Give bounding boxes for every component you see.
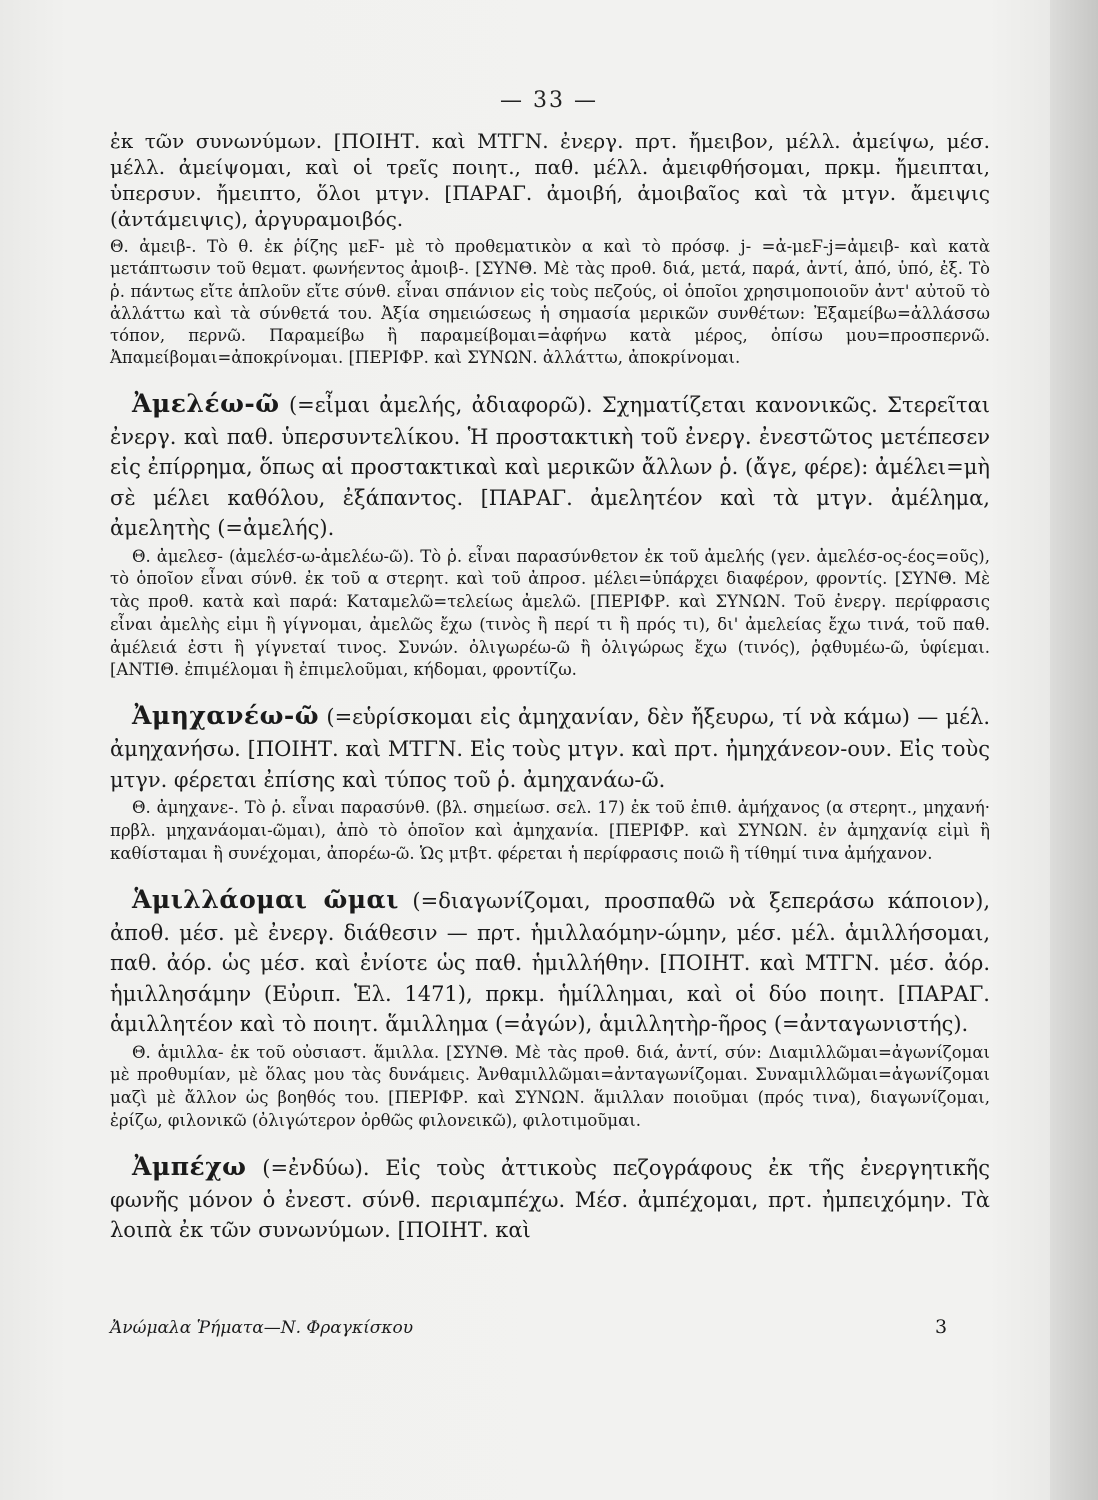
- footer-book-title: Ἀνώμαλα Ῥήματα—Ν. Φραγκίσκου: [110, 1318, 414, 1338]
- entry-headword: Ἀμηχανέω-ῶ: [132, 701, 320, 731]
- page-body: [110, 128, 990, 1246]
- entry-etymology: Θ. ἁμιλλα- ἐκ τοῦ οὐσιαστ. ἅμιλλα. [ΣΥΝΘ. Μὲ τὰς προθ. διά, ἀντί, σύν: Διαμιλλῶμαι=ἀγωνίζομαι μὲ προθυμίαν, μὲ ὅλας μου τὰς δυνάμεις. Ἀνθαμιλλῶμαι=ἀνταγωνίζομαι. Συναμιλλῶμαι=ἀγωνίζομαι μαζὶ μὲ ἄλλον ὡς βοηθός του. [ΠΕΡΙΦΡ. καὶ ΣΥΝΩΝ. ἅμιλλαν ποιοῦμαι (πρός τινα), διαγωνίζομαι, ἐρίζω, φιλονικῶ (ὀλιγώτερον ὀρθῶς φιλονεικῶ), φιλοτιμοῦμαι.: [110, 1042, 990, 1130]
- entry-etymology: Θ. ἀμελεσ- (ἀμελέσ-ω-ἀμελέω-ῶ). Τὸ ῥ. εἶναι παρασύνθετον ἐκ τοῦ ἀμελής (γεν. ἀμελέσ-ος-έος=οῦς), τὸ ὁποῖον εἶναι σύνθ. ἐκ τοῦ α στερητ. καὶ τοῦ ἀπροσ. μέλει=ὑπάρχει διαφέρον, φροντίς. [ΣΥΝΘ. Μὲ τὰς προθ. κατὰ καὶ παρά: Καταμελῶ=τελείως ἀμελῶ. [ΠΕΡΙΦΡ. καὶ ΣΥΝΩΝ. Τοῦ ἐνεργ. περίφρασις εἶναι ἀμελὴς εἰμι ἢ γίγνομαι, ἀμελῶς ἔχω (τινὸς ἢ περί τι ἢ πρός τι), δι' ἀμελείας ἔχω τινά, τοῦ παθ. ἀμέλειά ἐστι ἢ γίγνεταί τινος. Συνών. ὀλιγωρέω-ῶ ἢ ὀλιγώρως ἔχω (τινός), ῥᾳθυμέω-ῶ, ὑφίεμαι. [ΑΝΤΙΘ. ἐπιμέλομαι ἢ ἐπιμελοῦμαι, κήδομαι, φροντίζω.: [110, 546, 990, 680]
- entry-headword: Ἁμιλλάομαι ῶμαι: [132, 884, 399, 914]
- entry-amillaomai: [110, 882, 990, 1133]
- entry-body: (=εἶμαι ἀμελής, ἀδιαφορῶ). Σχηματίζεται κανονικῶς. Στερεῖται ἐνεργ. καὶ παθ. ὑπερσυντελίκου. Ἡ προστακτικὴ τοῦ ἐνεργ. ἐνεστῶτος μετέπεσεν εἰς ἐπίρρημα, ὅπως αἱ προστακτικαὶ καὶ μερικῶν ἄλλων ῥ. (ἄγε, φέρε): ἀμέλει=μὴ σὲ μέλει καθόλου, ἐξάπαντος. [ΠΑΡΑΓ. ἀμελητέον καὶ τὰ μτγν. ἀμέλημα, ἀμελητὴς (=ἀμελής).: [110, 392, 990, 541]
- entry-body: (=ἐνδύω). Εἰς τοὺς ἀττικοὺς πεζογράφους ἐκ τῆς ἐνεργητικῆς φωνῆς μόνον ὁ ἐνεστ. σύνθ. περιαμπέχω. Μέσ. ἀμπέχομαι, πρτ. ἠμπειχόμην. Τὰ λοιπὰ ἐκ τῶν συνωνύμων. [ΠΟΙΗΤ. καὶ: [110, 1155, 990, 1243]
- page-edge: [1050, 0, 1098, 1500]
- continuation-etymology: Θ. ἀμειβ-. Τὸ θ. ἐκ ῥίζης μεϜ- μὲ τὸ προθεματικὸν α καὶ τὸ πρόσφ. j- =ἀ-μεϜ-j=ἀμειβ- καὶ κατὰ μετάπτωσιν τοῦ θεματ. φωνήεντος ἀμοιβ-. [ΣΥΝΘ. Μὲ τὰς προθ. διά, μετά, παρά, ἀντί, ἀπό, ὑπό, ἐξ. Τὸ ῥ. πάντως εἴτε ἁπλοῦν εἴτε σύνθ. εἶναι σπάνιον εἰς τοὺς πεζούς, οἱ ὁποῖοι χρησιμοποιοῦν ἀντ' αὐτοῦ τὸ ἀλλάττω καὶ τὰ σύνθετά του. Ἀξία σημειώσεως ἡ σημασία μερικῶν συνθέτων: Ἐξαμείβω=ἀλλάσσω τόπον, περνῶ. Παραμείβω ἢ παραμείβομαι=ἀφήνω κατὰ μέρος, ὀπίσω μου=προσπερνῶ. Ἀπαμείβομαι=ἀποκρίνομαι. [ΠΕΡΙΦΡ. καὶ ΣΥΝΩΝ. ἀλλάττω, ἀποκρίνομαι.: [110, 237, 990, 368]
- continuation-paragraph: ἐκ τῶν συνωνύμων. [ΠΟΙΗΤ. καὶ ΜΤΓΝ. ἐνεργ. πρτ. ἤμειβον, μέλλ. ἀμείψω, μέσ. μέλλ. ἀμείψομαι, καὶ οἱ τρεῖς ποιητ., παθ. μέλλ. ἀμειφθήσομαι, πρκμ. ἤμειπται, ὑπερσυν. ἤμειπτο, ὅλοι μτγν. [ΠΑΡΑΓ. ἀμοιβή, ἀμοιβαῖος καὶ τὰ μτγν. ἄμειψις (ἀντάμειψις), ἀργυραμοιβός.: [110, 129, 990, 231]
- entry-etymology: Θ. ἀμηχανε-. Τὸ ῥ. εἶναι παρασύνθ. (βλ. σημείωσ. σελ. 17) ἐκ τοῦ ἐπιθ. ἀμήχανος (α στερητ., μηχανή· πρβλ. μηχανάομαι-ῶμαι), ἀπὸ τὸ ὁποῖον καὶ ἀμηχανία. [ΠΕΡΙΦΡ. καὶ ΣΥΝΩΝ. ἐν ἀμηχανίᾳ εἰμὶ ἢ καθίσταμαι ἢ συνέχομαι, ἀπορέω-ῶ. Ὡς μτβτ. φέρεται ἡ περίφρασις ποιῶ ἢ τίθημί τινα ἀμήχανον.: [110, 798, 990, 863]
- entry-body: (=εὑρίσκομαι εἰς ἀμηχανίαν, δὲν ἤξευρω, τί νὰ κάμω) — μέλ. ἀμηχανήσω. [ΠΟΙΗΤ. καὶ ΜΤΓΝ. Εἰς τοὺς μτγν. καὶ πρτ. ἠμηχάνεον-ουν. Εἰς τοὺς μτγν. φέρεται ἐπίσης καὶ τύπος τοῦ ῥ. ἀμηχανάω-ῶ.: [110, 705, 990, 792]
- entry-headword: Ἀμελέω-ῶ: [132, 388, 280, 418]
- entry-amechanew: [110, 698, 990, 865]
- entry-body: (=διαγωνίζομαι, προσπαθῶ νὰ ξεπεράσω κάποιον), ἀποθ. μέσ. μὲ ἐνεργ. διάθεσιν — πρτ. ἡμιλλαόμην-ώμην, μέσ. μέλ. ἁμιλλήσομαι, παθ. ἀόρ. ὡς μέσ. καὶ ἐνίοτε ὡς παθ. ἡμιλλήθην. [ΠΟΙΗΤ. καὶ ΜΤΓΝ. μέσ. ἀόρ. ἡμιλλησάμην (Εὐριπ. Ἑλ. 1471), πρκμ. ἡμίλλημαι, καὶ οἱ δύο ποιητ. [ΠΑΡΑΓ. ἁμιλλητέον καὶ τὸ ποιητ. ἅμιλλημα (=ἀγών), ἁμιλλητὴρ-ῆρος (=ἀνταγωνιστής).: [110, 888, 990, 1037]
- entry-amelew: [110, 386, 990, 683]
- page-number: — 33 —: [500, 88, 598, 113]
- entry-ampecho: [110, 1149, 990, 1246]
- entry-headword: Ἀμπέχω: [132, 1151, 247, 1181]
- footer-signature-mark: 3: [935, 1316, 948, 1338]
